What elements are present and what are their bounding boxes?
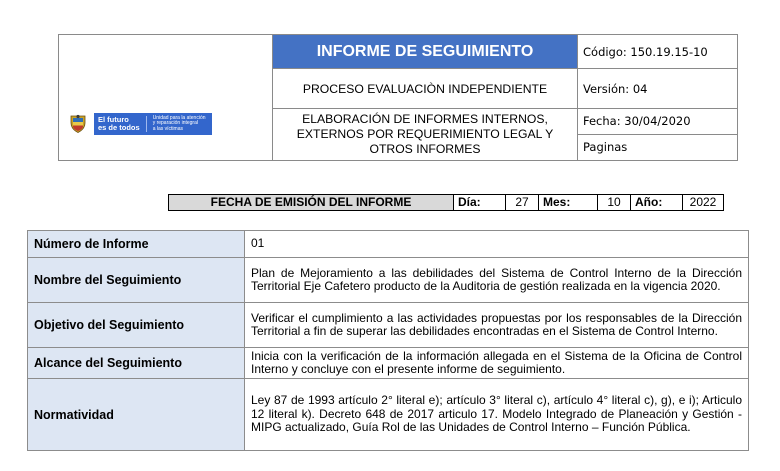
- table-row: [28, 303, 749, 348]
- document-date: Fecha: 30/04/2020: [578, 108, 738, 134]
- logo-slogan-line: es de todos: [98, 123, 140, 132]
- logo-slogan: [94, 116, 146, 132]
- year-value: 2022: [683, 195, 724, 211]
- process-name: PROCESO EVALUACIÒN INDEPENDIENTE: [273, 69, 578, 109]
- month-label: Mes:: [539, 195, 598, 211]
- regulations-label: Normatividad: [28, 379, 245, 451]
- emission-date-label: FECHA DE EMISIÓN DEL INFORME: [169, 195, 454, 211]
- document-type: [273, 108, 578, 160]
- table-row: [28, 231, 749, 258]
- tracking-scope-label: Alcance del Seguimiento: [28, 348, 245, 379]
- tracking-objective-label: Objetivo del Seguimiento: [28, 303, 245, 348]
- tracking-scope-value: Inicia con la verificación de la información allegada en el Sistema de la Oficina de Control Interno y concluye con el presente informe de seguimiento.: [245, 348, 749, 379]
- tracking-name-label: Nombre del Seguimiento: [28, 258, 245, 303]
- logo-unit-text: [146, 116, 212, 133]
- logo-unit-line: y reparación integral: [152, 120, 198, 127]
- document-header: [58, 34, 738, 161]
- logo-unit-line: Unidad para la atención: [152, 114, 206, 121]
- document-code: Código: 150.19.15-10: [578, 35, 738, 69]
- logo-slogan-line: El futuro: [98, 115, 129, 124]
- document-version: Versión: 04: [578, 69, 738, 109]
- logo-banner: [94, 113, 212, 135]
- emission-date-row: [168, 194, 724, 211]
- coat-of-arms-icon: [68, 114, 88, 134]
- logo-cell: [59, 35, 273, 161]
- regulations-value: Ley 87 de 1993 artículo 2° literal e); artículo 3° literal c), artículo 4° literal c), g), e i); Articulo 12 literal k). Decreto 648 de 2017 articulo 17. Modelo Integrado de Planeación y Gestión - MIPG actualizado, Guía Rol de las Unidades de Control Interno – Función Pública.: [245, 379, 749, 451]
- report-info-table: [27, 230, 749, 451]
- table-row: [28, 379, 749, 451]
- table-row: [28, 348, 749, 379]
- logo-unit-line: a las víctimas: [152, 125, 183, 132]
- government-logo: [68, 113, 212, 135]
- year-label: Año:: [631, 195, 683, 211]
- day-label: Día:: [454, 195, 506, 211]
- day-value: 27: [506, 195, 539, 211]
- report-number-value: 01: [245, 231, 749, 258]
- tracking-name-value: Plan de Mejoramiento a las debilidades del Sistema de Control Interno de la Dirección Territorial Eje Cafetero producto de la Auditoria de gestión realizada en la vigencia 2020.: [245, 258, 749, 303]
- document-pages: Paginas: [578, 134, 738, 160]
- document-type-line: ELABORACIÓN DE INFORMES INTERNOS,: [302, 111, 548, 126]
- month-value: 10: [598, 195, 631, 211]
- document-type-line: OTROS INFORMES: [369, 141, 481, 156]
- tracking-objective-value: Verificar el cumplimiento a las actividades propuestas por los responsables de la Dirección Territorial a fin de superar las debilidades encontradas en el Sistema de Control Interno.: [245, 303, 749, 348]
- report-number-label: Número de Informe: [28, 231, 245, 258]
- table-row: [28, 258, 749, 303]
- document-type-line: EXTERNOS POR REQUERIMIENTO LEGAL Y: [296, 126, 554, 141]
- document-title: INFORME DE SEGUIMIENTO: [273, 35, 578, 69]
